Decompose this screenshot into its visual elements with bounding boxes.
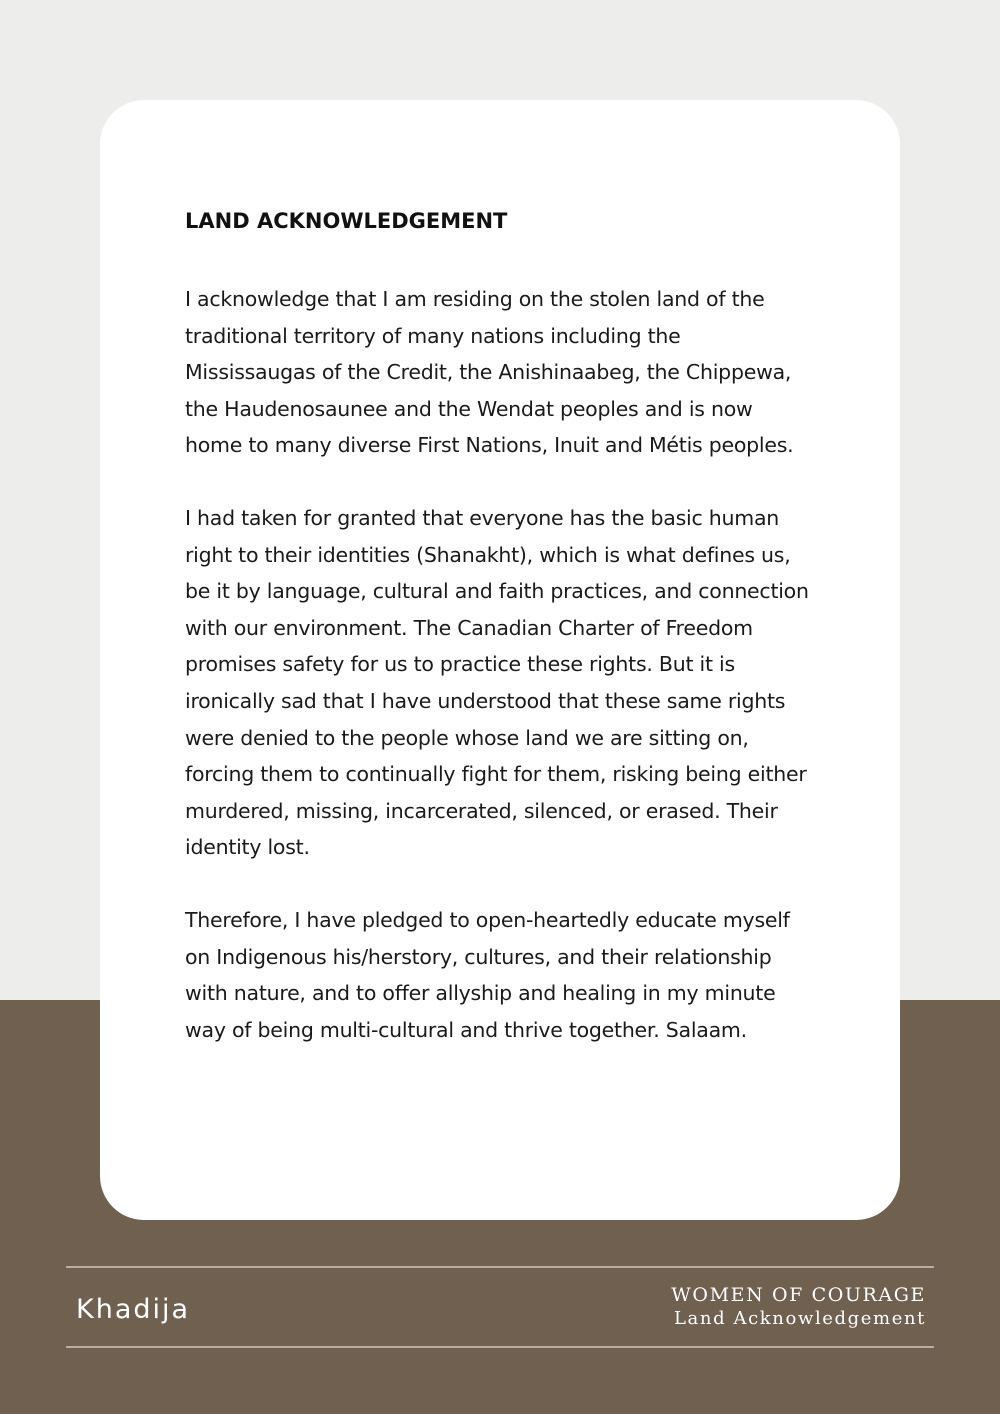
paragraph-pledge: Therefore, I have pledged to open-heartedly educate myself on Indigenous his/herstory, cultures, and their relationship with nature, and to offer allyship and healing in my minute way of being multi-cultural and thrive together. Salaam. bbox=[185, 907, 790, 1042]
paragraph-acknowledgement: I acknowledge that I am residing on the stolen land of the traditional territory of many nations including the Mississaugas of the Credit, the Anishinaabeg, the Chippewa, the Haudenosaunee and the Wendat peoples and is now home to many diverse First Nations, Inuit and Métis peoples. bbox=[185, 287, 794, 458]
footer-divider-bottom bbox=[66, 1346, 934, 1348]
document-title: LAND ACKNOWLEDGEMENT bbox=[185, 209, 508, 233]
author-name: Khadija bbox=[76, 1294, 191, 1325]
series-title: WOMEN OF COURAGE bbox=[671, 1284, 926, 1306]
series-subtitle: Land Acknowledgement bbox=[674, 1308, 926, 1329]
paragraph-identity-rights: I had taken for granted that everyone has the basic human right to their identities (Shanakht), which is what defines us, be it by language, cultural and faith practices, and connection with our environment. The Canadian Charter of Freedom promises safety for us to practice these rights. But it is ironically sad that I have understood that these same rights were denied to the people whose land we are sitting on, forcing them to continually fight for them, risking being either murdered, missing, incarcerated, silenced, or erased. Their identity lost. bbox=[185, 505, 809, 860]
acknowledgement-card bbox=[100, 100, 900, 1220]
footer-series-block bbox=[671, 1283, 926, 1331]
footer-divider-top bbox=[66, 1266, 934, 1268]
